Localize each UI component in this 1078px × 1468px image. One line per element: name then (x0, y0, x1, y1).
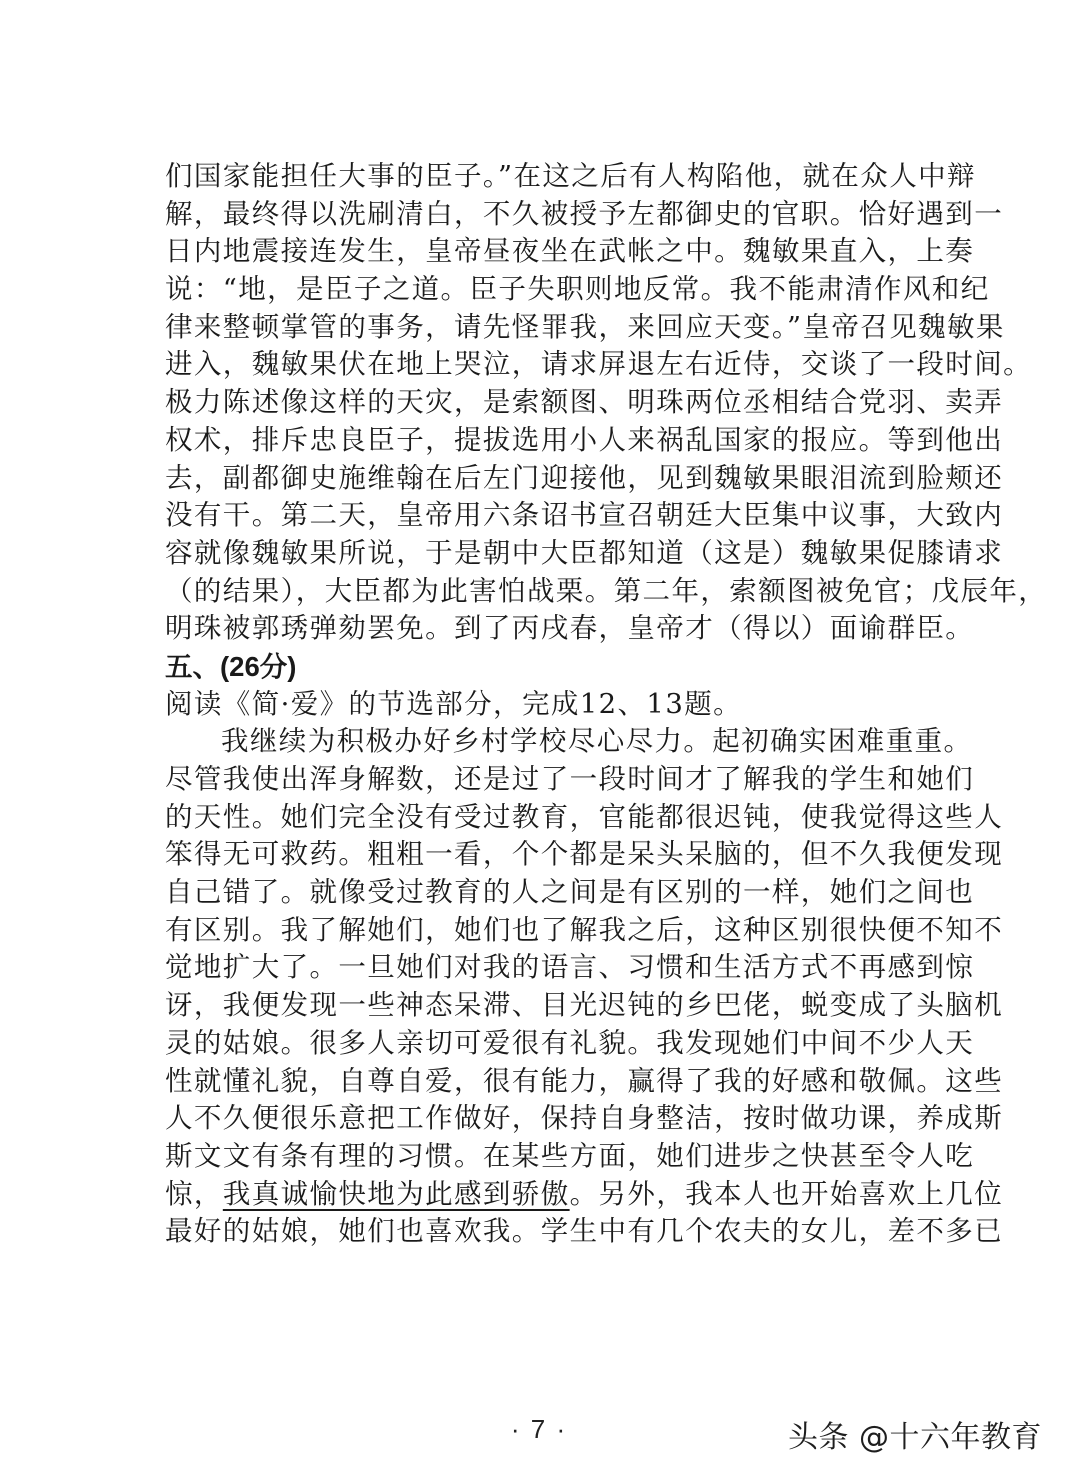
text-line: 去，副都御史施维翰在后左门迎接他，见到魏敏果眼泪流到脸颊还 (165, 461, 1004, 494)
text-line: 权术，排斥忠良臣子，提拔选用小人来祸乱国家的报应。等到他出 (165, 423, 1004, 456)
text-line: 极力陈述像这样的天灾，是索额图、明珠两位丞相结合党羽、卖弄 (165, 386, 1004, 419)
text-line: 有区别。我了解她们，她们也了解我之后，这种区别很快便不知不 (165, 913, 1004, 946)
text-line: 明珠被郭琇弹劾罢免。到了丙戌春，皇帝才（得以）面谕群臣。 (165, 612, 975, 645)
document-page-body (165, 158, 1048, 1251)
text-line: 笨得无可救药。粗粗一看，个个都是呆头呆脑的，但不久我便发现 (165, 838, 1004, 871)
text-line: 斯文文有条有理的习惯。在某些方面，她们进步之快甚至令人吃 (165, 1139, 975, 1172)
page-number: · 7 · (510, 1414, 568, 1444)
text-line: 容就像魏敏果所说，于是朝中大臣都知道（这是）魏敏果促膝请求 (165, 536, 1004, 569)
reading-instruction: 阅读《简·爱》的节选部分，完成12、13题。 (165, 687, 743, 720)
text-line: 最好的姑娘，她们也喜欢我。学生中有几个农夫的女儿，差不多已 (165, 1215, 1004, 1248)
text-line: 进入，魏敏果伏在地上哭泣，请求屏退左右近侍，交谈了一段时间。 (165, 348, 1032, 381)
translation-paragraph (165, 158, 1048, 648)
underlined-sentence: 我真诚愉快地为此感到骄傲 (222, 1177, 570, 1210)
text-line: 说：“地，是臣子之道。臣子失职则地反常。我不能肃清作风和纪 (165, 273, 990, 306)
text-line: 没有干。第二天，皇帝用六条诏书宣召朝廷大臣集中议事，大致内 (165, 499, 1004, 532)
text-line: 我继续为积极办好乡村学校尽心尽力。起初确实困难重重。 (221, 725, 973, 758)
text-line: 解，最终得以洗刷清白，不久被授予左都御史的官职。恰好遇到一 (165, 197, 1004, 230)
text-line: 人不久便很乐意把工作做好，保持自身整洁，按时做功课，养成斯 (165, 1102, 1004, 1135)
text-line: 性就懂礼貌，自尊自爱，很有能力，赢得了我的好感和敬佩。这些 (165, 1064, 1004, 1097)
text-line: 日内地震接连发生，皇帝昼夜坐在武帐之中。魏敏果直入，上奏 (165, 235, 975, 268)
text-segment: 。另外，我本人也开始喜欢上几位 (569, 1177, 1004, 1210)
text-line: 讶，我便发现一些神态呆滞、目光迟钝的乡巴佬，蜕变成了头脑机 (165, 989, 1004, 1022)
text-line: 灵的姑娘。很多人亲切可爱很有礼貌。我发现她们中间不少人天 (165, 1026, 975, 1059)
text-line: 们国家能担任大事的臣子。”在这之后有人构陷他，就在众人中辩 (165, 160, 976, 192)
text-line: （的结果），大臣都为此害怕战栗。第二年，索额图被免官；戊辰年， (165, 574, 1048, 607)
section-heading: 五、(26分) (165, 650, 297, 682)
watermark: 头条 @十六年教育 (788, 1420, 1043, 1455)
text-line: 觉地扩大了。一旦她们对我的语言、习惯和生活方式不再感到惊 (165, 951, 975, 984)
text-line: 自己错了。就像受过教育的人之间是有区别的一样，她们之间也 (165, 876, 975, 909)
text-line: 尽管我使出浑身解数，还是过了一段时间才了解我的学生和她们 (165, 763, 975, 795)
text-segment: 惊， (165, 1177, 223, 1210)
text-line: 律来整顿掌管的事务，请先怪罪我，来回应天变。”皇帝召见魏敏果 (165, 310, 1005, 343)
jane-eyre-passage (165, 723, 1004, 1251)
text-line-with-underline (165, 1176, 1004, 1214)
text-line: 的天性。她们完全没有受过教育，官能都很迟钝，使我觉得这些人 (165, 800, 1004, 833)
